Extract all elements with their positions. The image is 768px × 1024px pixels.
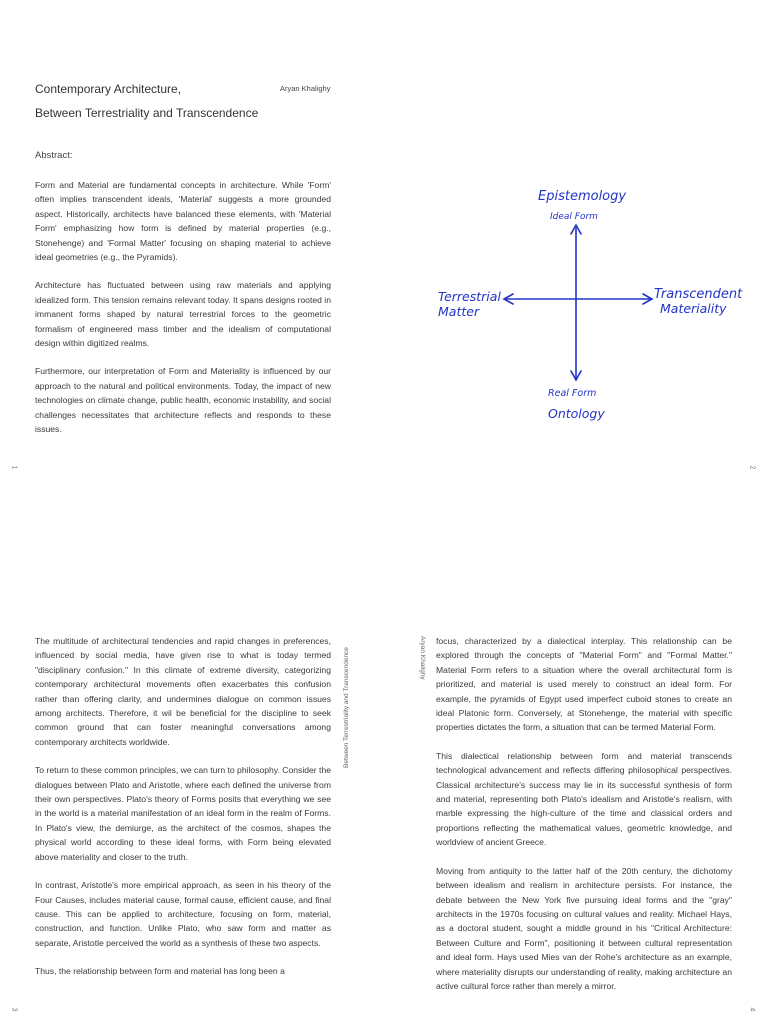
label-real-form: Real Form <box>548 388 597 399</box>
label-ideal-form: Ideal Form <box>550 212 598 222</box>
page-number-1: 1 <box>10 465 18 470</box>
running-header-right: Aryan Khalighy <box>419 636 426 680</box>
abstract-paragraph: Furthermore, our interpretation of Form and Materiality is influenced by our approach to the natural and political environments. Today, the impact of new technologies on climate change, public health, economic instability, and social challenges necessitates that architecture reflects and responds to these issues. <box>35 366 331 435</box>
page-4-body <box>436 634 732 993</box>
page-number-4: 4 <box>748 1007 756 1012</box>
body-paragraph: The multitude of architectural tendencies and rapid changes in preferences, influenced by social media, have given rise to what is today termed "disciplinary confusion." In this climate of extreme diversity, categorizing contemporary architectural movements often exacerbates this confusion rather than offering clarity, and undermines dialogue on common issues among architects. Therefore, it wil be beneficial for the discipline to seek common ground that can foster meaningful conversations among contemporary architects worldwide. <box>35 636 331 747</box>
body-paragraph: focus, characterized by a dialectical interplay. This relationship can be explored through the concepts of "Material Form" and "Formal Matter." Material Form refers to a situation where the overall architectural form is prioritized, and material is used merely to construct an ideal form. For example, the pyramids of Egypt used imperfect cuboid stones to create an ideal Platonic form. Conversely, at Stonehenge, the material with specific properties dictates the form, a situation that can be termed Material Form. <box>436 636 732 733</box>
body-paragraph: In contrast, Aristotle's more empirical approach, as seen in his theory of the Four Causes, includes material cause, formal cause, efficient cause, and final cause. This can be applied to architecture, focusing on form, material, construction, and function. Unlike Plato, who saw form and matter as separate, Aristotle perceived the world as a synthesis of these two aspects. <box>35 880 331 948</box>
label-terrestrial: Terrestrial <box>438 289 501 304</box>
body-paragraph: To return to these common principles, we can turn to philosophy. Consider the dialogues between Plato and Aristotle, where each defined the universe from their own perspectives. Plato's theory of Forms posits that everything we see in the world is a material manifestation of an ideal form in the realm of Forms. In Plato's view, the demiurge, as the architect of the cosmos, shapes the physical world according to these ideal forms, with Form being elevated above materiality and closer to the truth. <box>35 765 332 862</box>
label-materiality: Materiality <box>660 301 727 316</box>
page-number-2: 2 <box>748 465 756 470</box>
abstract-label: Abstract: <box>35 150 73 161</box>
author-name: Aryan Khalighy <box>280 84 331 93</box>
body-paragraph: Thus, the relationship between form and material has long been a <box>35 966 285 977</box>
body-paragraph: This dialectical relationship between form and material transcends technological advancement and reflects differing philosophical perspectives. Classical architecture's success may lie in its successful synthesis of form and material, representing both Plato's idealism and Aristotle's realism, with marble expressing the high-culture of the time and classical orders and proportions reflecting the mathematical values, geometric knowledge, and worldview of ancient Greece. <box>436 750 732 848</box>
title-line-1: Contemporary Architecture, <box>35 82 182 96</box>
body-paragraph: Moving from antiquity to the latter half of the 20th century, the dichotomy between idealism and realism in architecture persists. For instance, the debate between the New York five pursuing ideal forms and the "gray" architects in the 1970s focusing on cultural values and reality. Michael Hays, as a doctoral student, sought a middle ground in his "Critical Architecture: Between Culture and Form", positioning it between cultural representation and ideal form. Hays used Mies van der Rohe's architecture as an example, where materiality disrupts our understanding of reality, making architecture an active cultural force rather than merely a mirror. <box>436 865 732 991</box>
page-number-3: 3 <box>10 1007 18 1012</box>
label-matter: Matter <box>438 304 480 319</box>
label-transcendent: Transcendent <box>654 287 743 302</box>
page-3-body <box>35 634 331 979</box>
label-epistemology: Epistemology <box>538 189 627 204</box>
abstract-paragraph: Form and Material are fundamental concepts in architecture. While 'Form' often implies transcendent ideals, 'Material' suggests a more grounded aspect. Historically, architects have balanced these elements, with 'Material Form' emphasizing how form is defined by material properties (e.g., Stonehenge) and 'Formal Matter' focusing on shaping material to achieve ideal geometries (e.g., the Pyramids). <box>35 180 331 263</box>
abstract-paragraph: Architecture has fluctuated between using raw materials and applying idealized form. This tension remains relevant today. It spans designs rooted in immanent forms shaped by natural terrestrial forces to the geometric formalism of engineered mass timber and the idealism of computational design within digitized realms. <box>35 280 331 349</box>
title-line-2: Between Terrestriality and Transcendence <box>35 106 259 120</box>
label-ontology: Ontology <box>548 406 605 421</box>
abstract-body <box>35 178 331 437</box>
running-header-left: Between Terrestriality and Transcendence <box>343 647 350 768</box>
axis-diagram <box>420 170 750 440</box>
